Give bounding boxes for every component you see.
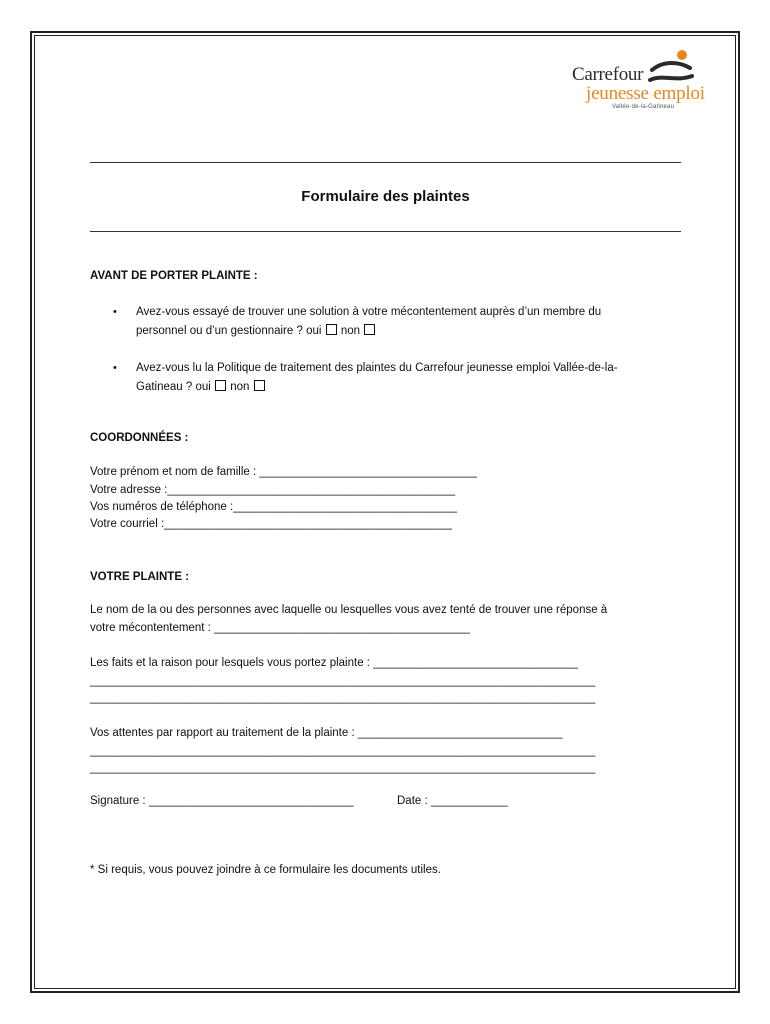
- question-solution-tried: [136, 303, 681, 341]
- section-heading-coordonnees: COORDONNÉES :: [90, 432, 189, 444]
- page-title: Formulaire des plaintes: [301, 188, 470, 205]
- facts-blank-line[interactable]: _______________________________________________________________________________: [90, 675, 596, 687]
- phone-field[interactable]: Vos numéros de téléphone :___________________________________: [90, 501, 458, 513]
- checkbox-q2-non[interactable]: [254, 380, 265, 391]
- checkbox-q1-oui[interactable]: [326, 324, 337, 335]
- name-field[interactable]: Votre prénom et nom de famille : __________________________________: [90, 466, 477, 478]
- question-text: Avez-vous essayé de trouver une solution à votre mécontentement auprès d’un membre du: [136, 306, 602, 318]
- organization-logo: [570, 48, 730, 112]
- logo-text-region: Vallée-de-la-Gatineau: [612, 104, 675, 110]
- facts-field[interactable]: Les faits et la raison pour lesquels vous portez plainte : ________________________________: [90, 657, 578, 669]
- title-rule-top: [90, 162, 681, 163]
- persons-field[interactable]: votre mécontentement : ________________________________________: [90, 622, 470, 634]
- date-field[interactable]: Date : ____________: [397, 795, 508, 807]
- section-heading-avant: AVANT DE PORTER PLAINTE :: [90, 270, 258, 282]
- question-text: Gatineau ? oui: [136, 381, 211, 393]
- expectations-blank-line[interactable]: _______________________________________________________________________________: [90, 762, 596, 774]
- question-text: personnel ou d’un gestionnaire ? oui: [136, 325, 322, 337]
- title-rule-bottom: [90, 231, 681, 232]
- expectations-blank-line[interactable]: _______________________________________________________________________________: [90, 745, 596, 757]
- persons-question: Le nom de la ou des personnes avec laquelle ou lesquelles vous avez tenté de trouver une réponse à: [90, 604, 608, 616]
- logo-text-jeunesse-emploi: jeunesse emploi: [586, 83, 705, 104]
- bullet-marker: •: [113, 306, 117, 318]
- expectations-field[interactable]: Vos attentes par rapport au traitement de la plainte : ________________________________: [90, 727, 563, 739]
- facts-blank-line[interactable]: _______________________________________________________________________________: [90, 692, 596, 704]
- footnote: * Si requis, vous pouvez joindre à ce formulaire les documents utiles.: [90, 864, 441, 876]
- checkbox-q1-non[interactable]: [364, 324, 375, 335]
- email-field[interactable]: Votre courriel :_____________________________________________: [90, 518, 452, 530]
- question-text: Avez-vous lu la Politique de traitement des plaintes du Carrefour jeunesse emploi Vallée-de-la-: [136, 362, 618, 374]
- address-field[interactable]: Votre adresse :_____________________________________________: [90, 484, 456, 496]
- logo-text-carrefour: Carrefour: [572, 64, 644, 85]
- option-label-non: non: [340, 325, 361, 337]
- signature-field[interactable]: Signature : ________________________________: [90, 795, 354, 807]
- section-heading-plainte: VOTRE PLAINTE :: [90, 571, 190, 583]
- question-policy-read: [136, 359, 681, 397]
- option-label-non: non: [230, 381, 250, 393]
- bullet-marker: •: [113, 362, 117, 374]
- checkbox-q2-oui[interactable]: [215, 380, 226, 391]
